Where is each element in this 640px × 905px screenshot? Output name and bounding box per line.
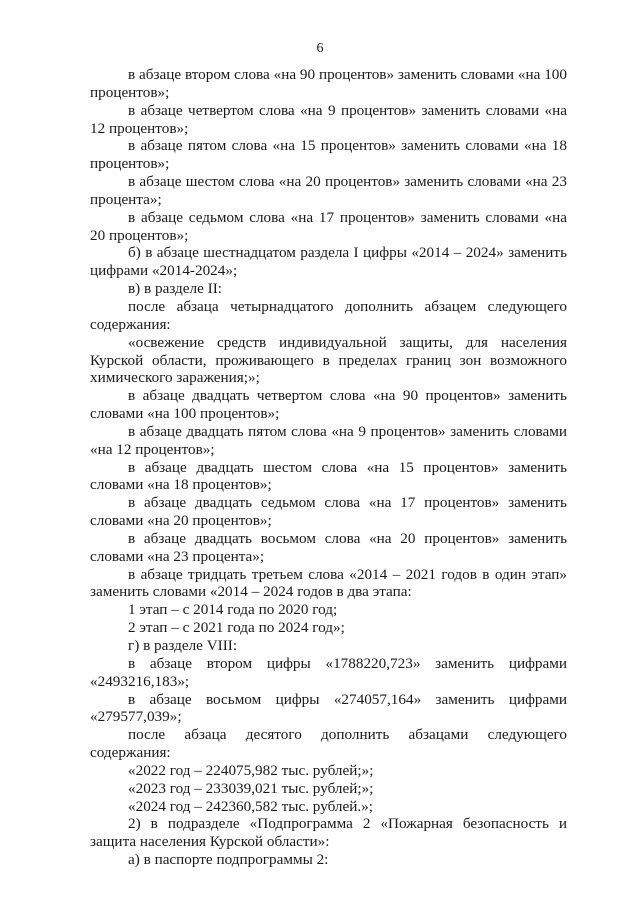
paragraph: в абзаце восьмом цифры «274057,164» заменить цифрами «279577,039»; (90, 690, 567, 726)
paragraph: в абзаце втором слова «на 90 процентов» заменить словами «на 100 процентов»; (90, 66, 567, 101)
paragraph: после абзаца четырнадцатого дополнить абзацем следующего содержания: (90, 297, 567, 333)
paragraph: после абзаца десятого дополнить абзацами следующего содержания: (90, 726, 567, 762)
paragraph: в абзаце двадцать седьмом слова «на 17 процентов» заменить словами «на 20 процентов»; (90, 494, 567, 530)
paragraph: в абзаце двадцать шестом слова «на 15 процентов» заменить словами «на 18 процентов»; (90, 458, 567, 494)
paragraph: «2022 год – 224075,982 тыс. рублей;»; (128, 761, 374, 779)
paragraph: в) в разделе II: (128, 280, 222, 298)
paragraph: в абзаце втором цифры «1788220,723» заменить цифрами «2493216,183»; (90, 654, 567, 690)
paragraph: 1 этап – с 2014 года по 2020 год; (128, 601, 338, 619)
paragraph: в абзаце пятом слова «на 15 процентов» заменить словами «на 18 процентов»; (90, 137, 567, 173)
paragraph: в абзаце двадцать четвертом слова «на 90 процентов» заменить словами «на 100 процентов»; (90, 387, 567, 423)
paragraph: «2024 год – 242360,582 тыс. рублей.»; (128, 797, 373, 815)
paragraph: г) в разделе VIII: (128, 637, 238, 654)
paragraph: б) в абзаце шестнадцатом раздела I цифры «2014 – 2024» заменить цифрами «2014-2024»; (90, 244, 567, 280)
paragraph: 2 этап – с 2021 года по 2024 год»; (128, 619, 345, 637)
page-number: 6 (316, 41, 324, 56)
paragraph: в абзаце седьмом слова «на 17 процентов» заменить словами «на 20 процентов»; (90, 208, 567, 244)
paragraph: в абзаце шестом слова «на 20 процентов» заменить словами «на 23 процента»; (90, 173, 567, 208)
paragraph: в абзаце четвертом слова «на 9 процентов» заменить словами «на 12 процентов»; (90, 101, 567, 137)
paragraph: а) в паспорте подпрограммы 2: (128, 851, 329, 869)
paragraph: в абзаце тридцать третьем слова «2014 – 2021 годов в один этап» заменить словами «2014 – 2024 годов в два этапа: (90, 565, 567, 601)
paragraph: 2) в подразделе «Подпрограмма 2 «Пожарная безопасность и защита населения Курской области»: (90, 815, 567, 851)
document-body (90, 66, 567, 869)
paragraph: «2023 год – 233039,021 тыс. рублей;»; (128, 779, 374, 797)
paragraph: в абзаце двадцать восьмом слова «на 20 процентов» заменить словами «на 23 процента»; (90, 529, 567, 565)
paragraph: в абзаце двадцать пятом слова «на 9 процентов» заменить словами «на 12 процентов»; (90, 422, 567, 458)
paragraph: «освежение средств индивидуальной защиты, для населения Курской области, проживающего в пределах границ зон возможного химического заражения;»; (90, 333, 567, 387)
